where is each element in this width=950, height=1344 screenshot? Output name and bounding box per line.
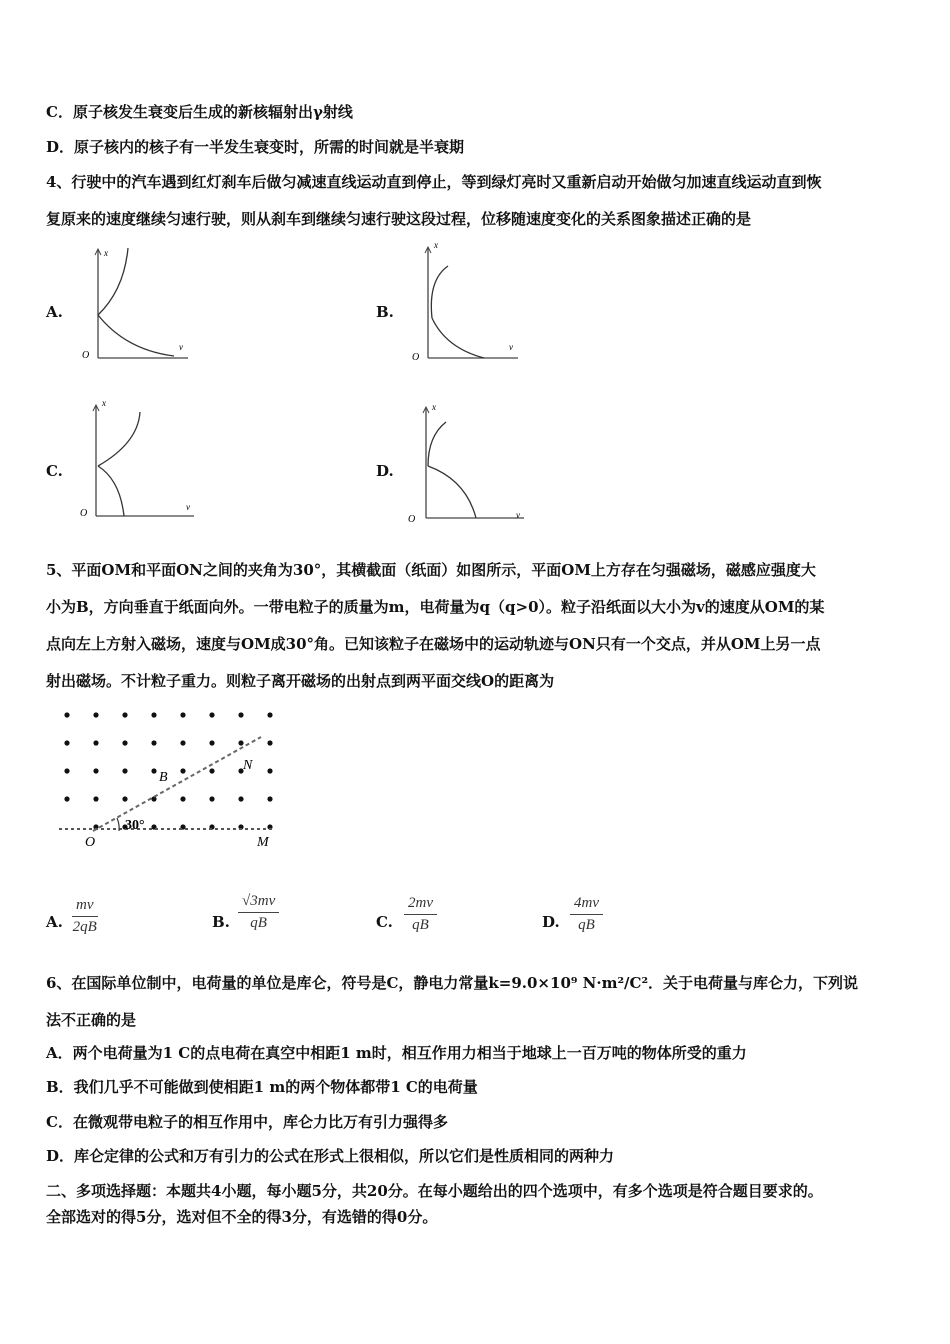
field-dot <box>122 768 127 773</box>
q5-stem-line-3: 点向左上方射入磁场，速度与OM成30°角。已知该粒子在磁场中的运动轨迹与ON只有一个交点，并从OM上另一点 <box>46 635 821 653</box>
axis-label-x: x <box>102 398 106 408</box>
q6-option-c: C．在微观带电粒子的相互作用中，库仑力比万有引力强得多 <box>46 1113 448 1131</box>
origin-label: O <box>82 350 90 361</box>
q3-option-c: C．原子核发生衰变后生成的新核辐射出γ射线 <box>46 103 353 121</box>
field-dot <box>267 796 272 801</box>
label-b: B <box>159 770 168 785</box>
axis-label-v: v <box>179 342 183 352</box>
field-dot <box>93 740 98 745</box>
q4-option-a-label: A. <box>46 303 63 321</box>
q6-option-a: A．两个电荷量为1 C的点电荷在真空中相距1 m时，相互作用力相当于地球上一百万吨的物体所受的重力 <box>46 1044 747 1062</box>
field-dot <box>122 796 127 801</box>
field-dot <box>122 740 127 745</box>
label-o: O <box>85 835 96 850</box>
denominator: qB <box>578 917 595 933</box>
q4-graph-b <box>406 238 526 365</box>
numerator: √3mv <box>238 893 279 913</box>
label-m: M <box>257 835 269 850</box>
q4-stem-line-1: 4、行驶中的汽车遇到红灯刹车后做匀减速直线运动直到停止，等到绿灯亮时又重新启动开始做匀加速直线运动直到恢 <box>46 173 822 191</box>
q5-stem-line-1: 5、平面OM和平面ON之间的夹角为30°，其横截面（纸面）如图所示，平面OM上方存在匀强磁场，磁感应强度大 <box>46 561 816 579</box>
field-dot <box>267 712 272 717</box>
field-dot <box>209 768 214 773</box>
numerator: 4mv <box>570 895 603 915</box>
q5-stem-line-2: 小为B，方向垂直于纸面向外。一带电粒子的质量为m，电荷量为q（q>0）。粒子沿纸面以大小为v的速度从OM的某 <box>46 598 825 616</box>
field-dot <box>64 740 69 745</box>
field-dot <box>151 768 156 773</box>
denominator: qB <box>412 917 429 933</box>
origin-label: O <box>80 508 88 519</box>
field-dot <box>93 768 98 773</box>
axis-label-x: x <box>104 248 108 258</box>
field-dot <box>93 712 98 717</box>
field-dot <box>209 712 214 717</box>
field-dot <box>151 740 156 745</box>
field-dot <box>64 796 69 801</box>
field-dot <box>180 796 185 801</box>
q5-option-d-label: D. <box>542 913 560 931</box>
axis-label-v: v <box>186 502 190 512</box>
denominator: qB <box>250 915 267 931</box>
field-dot <box>122 712 127 717</box>
q4-stem-line-2: 复原来的速度继续匀速行驶，则从刹车到继续匀速行驶这段过程，位移随速度变化的关系图象描述正确的是 <box>46 210 752 228</box>
field-dot <box>238 740 243 745</box>
q5-option-c-label: C. <box>376 913 393 931</box>
q5-option-b-label: B. <box>212 913 230 931</box>
origin-label: O <box>412 352 420 363</box>
q4-graph-d <box>406 400 530 525</box>
field-dot <box>209 796 214 801</box>
plane-on <box>93 737 261 831</box>
field-dot <box>267 740 272 745</box>
q5-option-a-label: A. <box>46 913 63 931</box>
q5-option-d-fraction <box>570 895 603 934</box>
q5-stem-line-4: 射出磁场。不计粒子重力。则粒子离开磁场的出射点到两平面交线O的距离为 <box>46 672 555 690</box>
field-dot <box>238 712 243 717</box>
q5-option-a-fraction <box>72 897 98 936</box>
q4-option-d-label: D. <box>376 462 394 480</box>
q4-graph-c <box>76 398 200 523</box>
numerator: 2mv <box>404 895 437 915</box>
field-dot <box>267 768 272 773</box>
field-dot <box>64 712 69 717</box>
q4-option-c-label: C. <box>46 462 63 480</box>
axis-label-x: x <box>432 402 436 412</box>
q4-option-b-label: B. <box>376 303 394 321</box>
field-dot <box>180 740 185 745</box>
section-2-instructions-line-1: 二、多项选择题：本题共4小题，每小题5分，共20分。在每小题给出的四个选项中，有多个选项是符合题目要求的。 <box>46 1182 823 1200</box>
field-dot <box>209 740 214 745</box>
denominator: 2qB <box>72 919 97 935</box>
label-n: N <box>243 758 253 773</box>
q6-option-d: D．库仑定律的公式和万有引力的公式在形式上很相似，所以它们是性质相同的两种力 <box>46 1147 615 1165</box>
q6-stem-line-1: 6、在国际单位制中，电荷量的单位是库仑，符号是C，静电力常量k=9.0×10⁹ N·m²/C²．关于电荷量与库仑力，下列说 <box>46 974 859 992</box>
field-dot <box>151 712 156 717</box>
numerator: mv <box>72 897 98 917</box>
q4-graph-a <box>76 240 196 365</box>
field-dot <box>238 796 243 801</box>
q5-option-c-fraction <box>404 895 437 934</box>
q3-option-d: D．原子核内的核子有一半发生衰变时，所需的时间就是半衰期 <box>46 138 465 156</box>
q6-stem-line-2: 法不正确的是 <box>46 1011 137 1029</box>
origin-label: O <box>408 514 416 525</box>
q5-magnetic-field-figure <box>55 705 295 855</box>
field-dot <box>64 768 69 773</box>
field-dot <box>180 712 185 717</box>
axis-label-v: v <box>509 342 513 352</box>
section-2-instructions-line-2: 全部选对的得5分，选对但不全的得3分，有选错的得0分。 <box>46 1208 438 1226</box>
field-dot <box>180 768 185 773</box>
axis-label-x: x <box>434 240 438 250</box>
field-dot <box>151 796 156 801</box>
field-dot <box>93 796 98 801</box>
q5-option-b-fraction <box>238 893 279 932</box>
axis-label-v: v <box>516 510 520 520</box>
angle-label: 30° <box>125 818 145 833</box>
field-dots <box>64 712 272 829</box>
q6-option-b: B．我们几乎不可能做到使相距1 m的两个物体都带1 C的电荷量 <box>46 1078 478 1096</box>
